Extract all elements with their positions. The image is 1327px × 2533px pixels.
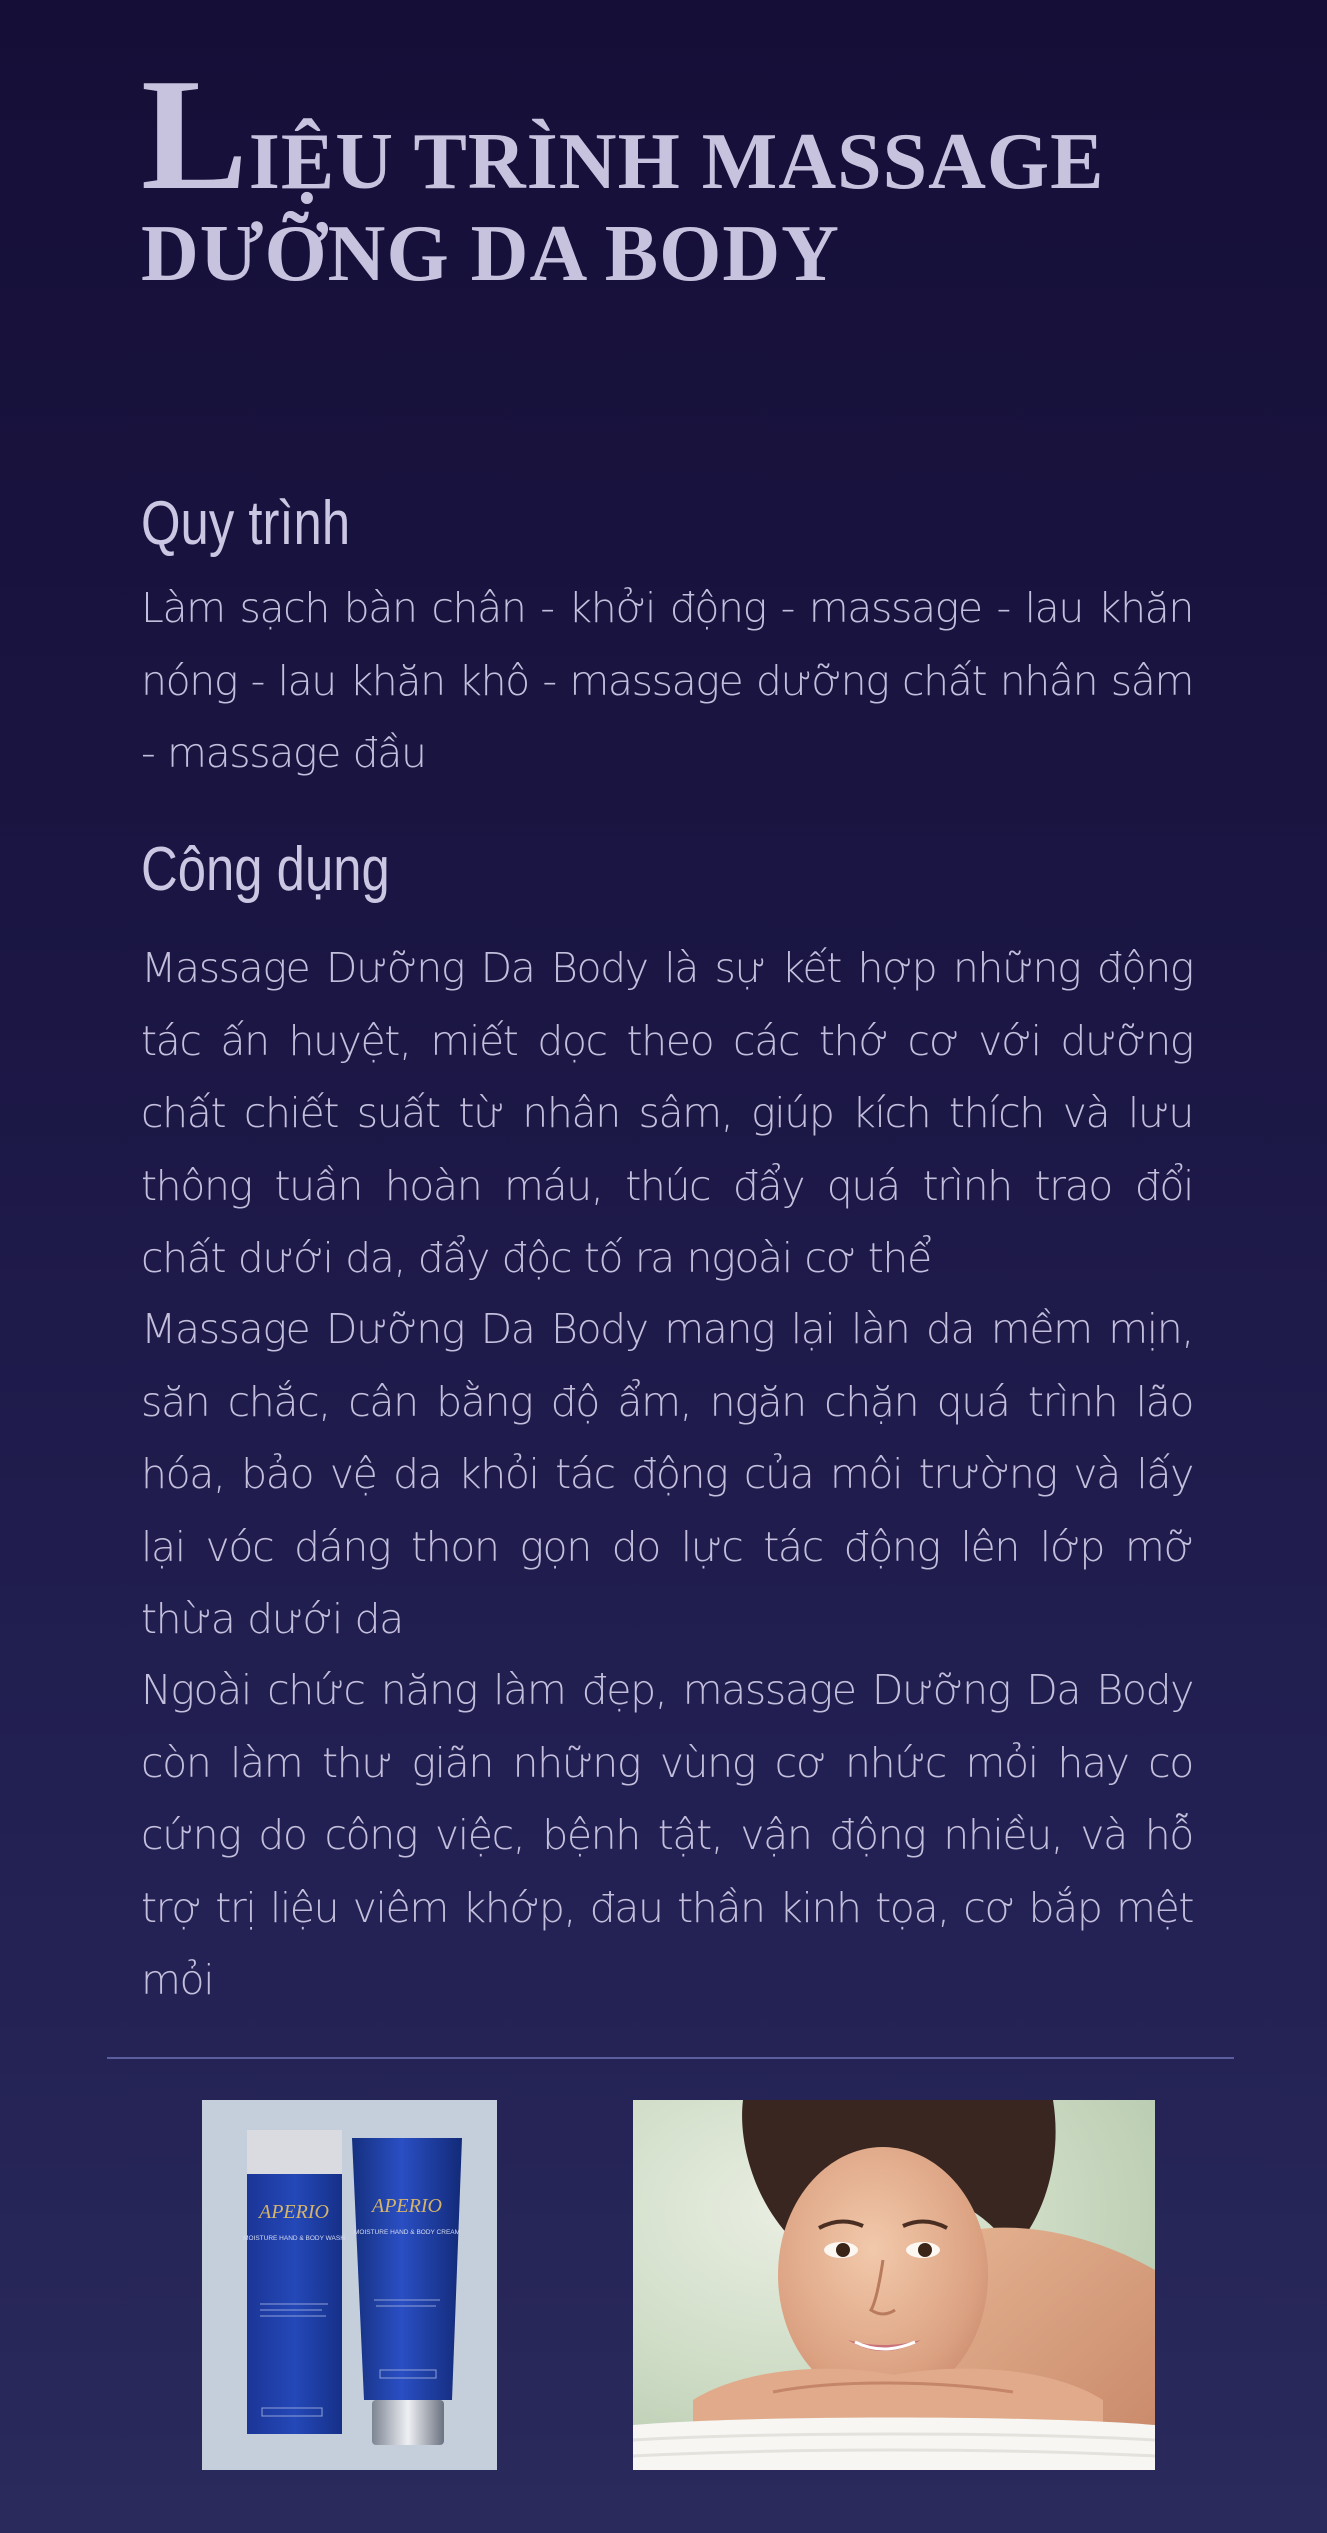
uses-paragraph-3: Ngoài chức năng làm đẹp, massage Dưỡng Da Body còn làm thư giãn những vùng cơ nhức mỏi hay co cứng do công việc, bệnh tật, vận động nhiều, và hỗ trợ trị liệu viêm khớp, đau thần kinh tọa, cơ bắp mệt mỏi: [141, 1666, 1193, 2004]
title-dropcap: L: [141, 45, 249, 223]
title-line-1-text: IỆU TRÌNH MASSAGE: [248, 118, 1105, 206]
section-divider: [107, 2057, 1234, 2059]
uses-heading: Công dụng: [141, 835, 390, 904]
product-photo: [202, 2100, 497, 2470]
title-line-2: DƯỠNG DA BODY: [141, 210, 840, 298]
uses-paragraph-2: Massage Dưỡng Da Body mang lại làn da mềm mịn, săn chắc, cân bằng độ ẩm, ngăn chặn quá trình lão hóa, bảo vệ da khỏi tác động của môi trường và lấy lại vóc dáng thon gọn do lực tác động lên lớp mỡ thừa dưới da: [141, 1305, 1193, 1643]
product-illustration: [202, 2100, 497, 2470]
product-tube: [352, 2138, 462, 2400]
page-title: [141, 45, 1241, 298]
tube-cap: [372, 2400, 444, 2445]
process-heading: Quy trình: [141, 489, 351, 558]
box-label: MOISTURE HAND & BODY WASH: [243, 2235, 345, 2242]
spa-woman-illustration: [633, 2100, 1155, 2470]
tube-label: MOISTURE HAND & BODY CREAM: [353, 2229, 461, 2236]
box-brand: APERIO: [259, 2201, 329, 2223]
towel: [633, 2418, 1155, 2471]
box-top: [247, 2130, 342, 2178]
spa-woman-photo: [633, 2100, 1155, 2470]
tube-brand: APERIO: [372, 2195, 442, 2217]
face: [778, 2147, 988, 2403]
process-text: Làm sạch bàn chân - khởi động - massage - lau khăn nóng - lau khăn khô - massage dưỡng chất nhân sâm - massage đầu: [141, 584, 1193, 777]
title-line-1: [141, 45, 1241, 223]
uses-paragraph-1: Massage Dưỡng Da Body là sự kết hợp những động tác ấn huyệt, miết dọc theo các thớ cơ với dưỡng chất chiết suất từ nhân sâm, giúp kích thích và lưu thông tuần hoàn máu, thúc đẩy quá trình trao đổi chất dưới da, đẩy độc tố ra ngoài cơ thể: [141, 944, 1193, 1282]
